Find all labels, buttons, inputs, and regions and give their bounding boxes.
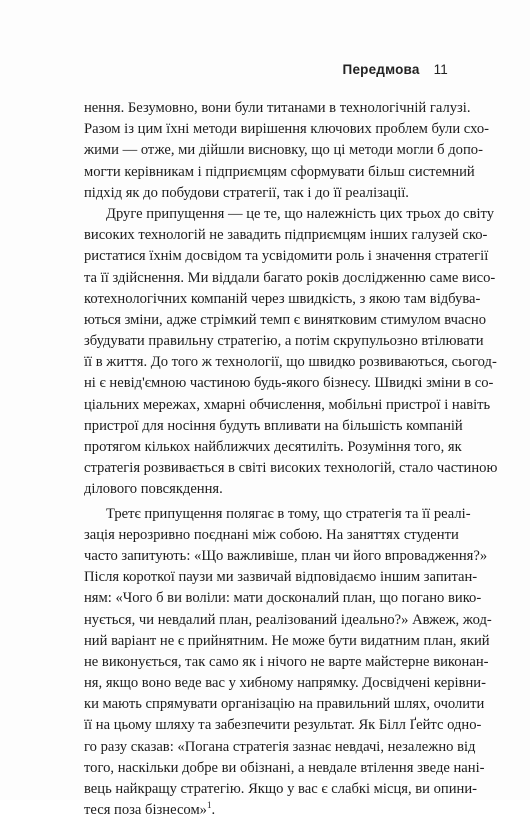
section-title: Передмова (342, 62, 420, 77)
paragraph-3 (84, 504, 492, 821)
paragraph-1 (84, 98, 489, 204)
text-line: ються зміни, адже стрімкий темп є винятковим стимулом вчасно (84, 311, 487, 328)
text-line: вець найкращу стратегію. Якщо у вас є слабкі місця, ви опини- (84, 781, 478, 797)
text-line: збудувати правильну стратегію, а потім скрупульозно втілювати (84, 333, 484, 350)
text-line: котехнологічних компаній через швидкість, з якою там відбува- (84, 290, 481, 307)
text-line: високих технологій не завадить підприємцям інших галузей ско- (84, 227, 488, 244)
text-line-final (84, 800, 446, 821)
text-line: могти керівникам і підприємцям сформувати більш системний (84, 163, 475, 180)
text-line: та її здійснення. Ми віддали багато років дослідженню саме висо- (84, 269, 496, 286)
text-line: протягом кількох найближчих десятиліть. Розуміння того, як (84, 439, 462, 455)
text-line: ділового повсякдення. (84, 481, 223, 498)
text-line: Разом із цим їхні методи вирішення ключових проблем були схо- (84, 121, 489, 138)
text-line: Після короткої паузи ми зазвичай відповідаємо іншим запитан- (84, 569, 478, 586)
text-line: часто запитують: «Що важливіше, план чи його впровадження?» (84, 547, 488, 564)
body-text (84, 98, 498, 821)
paragraph-2 (84, 204, 498, 501)
text-line: ціальних мережах, хмарні обчислення, мобільні пристрої і навіть (84, 396, 491, 413)
text-line: нення. Безумовно, вони були титанами в технологічній галузі. (84, 100, 471, 116)
page-number: 11 (433, 62, 448, 77)
text-line: го разу сказав: «Погана стратегія зазнає невдачі, незалежно від (84, 738, 476, 755)
text-line: ням: «Чого б ви воліли: мати досконалий план, що погано вико- (84, 590, 482, 607)
text-line: не виконується, так само як і нічого не варте майстерне виконан- (84, 653, 489, 670)
text-line: пристрої для носіння будуть впливати на більшість компаній (84, 417, 463, 434)
text-line: її в життя. До того ж технології, що швидко розвиваються, сьогод- (84, 354, 497, 371)
running-header (343, 62, 448, 77)
text-line: Третє припущення полягає в тому, що стратегія та її реалі- (106, 505, 471, 522)
text-line: ні є невід'ємною частиною будь-якого бізнесу. Швидкі зміни в со- (84, 375, 494, 392)
text-line: Друге припущення — це те, що належність цих трьох до світу (106, 205, 495, 222)
text-line: зація нерозривно поєднані між собою. На заняттях студенти (84, 526, 459, 543)
text-line: ки мають спрямувати організацію на правильний шлях, очолити (84, 696, 485, 713)
sentence-end-period: . (211, 802, 216, 819)
text-line: ний варіант не є прийнятним. Не може бути видатним план, який (84, 632, 490, 649)
text-line: підхід як до побудови стратегії, так і до її реалізації. (84, 184, 409, 201)
text-line: того, наскільки добре ви обізнані, а невдале втілення зведе нані- (84, 759, 485, 776)
text-line: її на цьому шляху та забезпечити результат. Як Білл Ґейтс одно- (84, 717, 482, 734)
text-line: нується, чи невдалий план, реалізований ідеально?» Авжеж, жод- (84, 611, 492, 628)
text-line: жими — отже, ми дійшли висновку, що ці методи могли б допо- (84, 142, 483, 159)
text-line: ня, якщо воно веде вас у хибному напрямку. Досвідчені керівни- (84, 675, 486, 692)
footnote-reference: 1 (206, 800, 212, 811)
final-line-text: теся поза бізнесом» (84, 802, 207, 819)
text-line: стратегія розвивається в світі високих технологій, стало частиною (84, 460, 498, 477)
text-line: ристатися їхнім досвідом та усвідомити роль і значення стратегії (84, 248, 489, 265)
